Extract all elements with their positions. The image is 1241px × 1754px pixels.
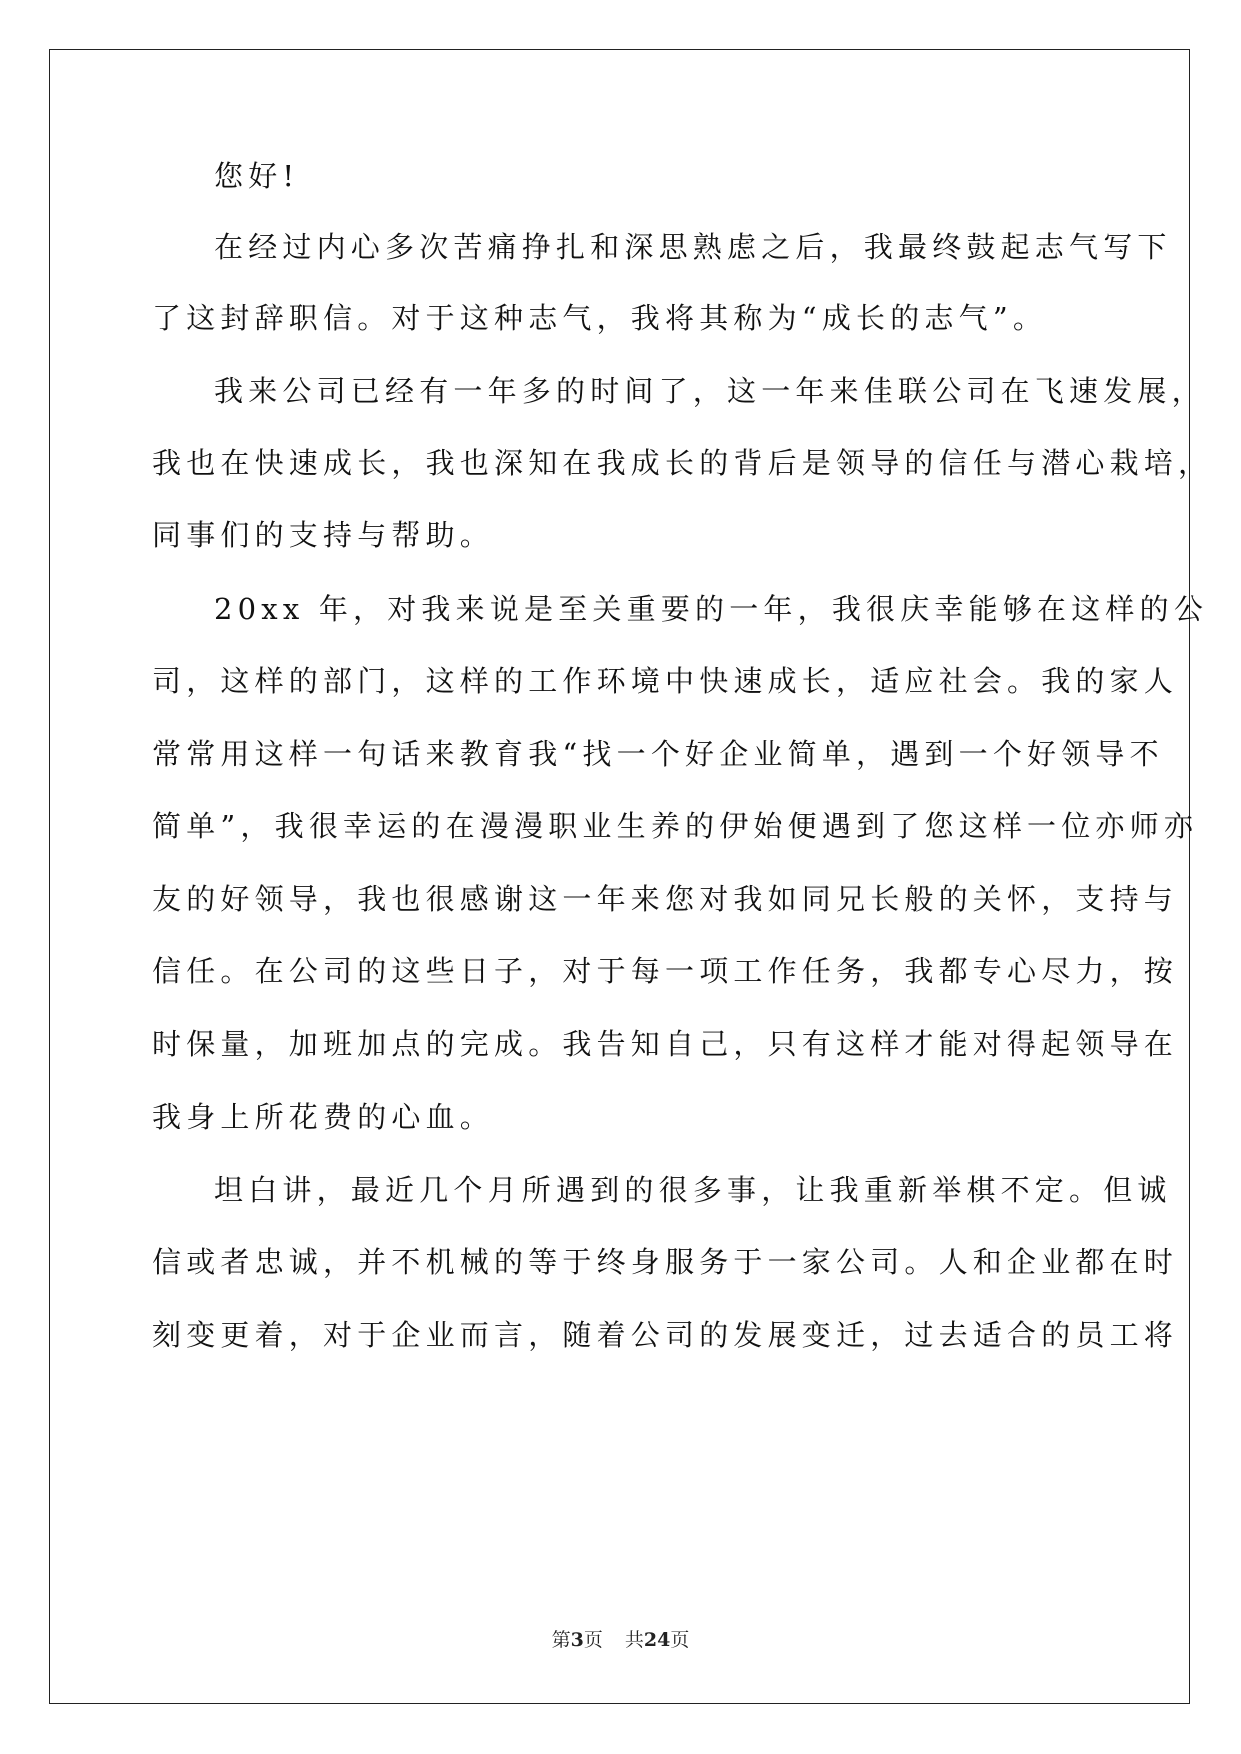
paragraph-3-line-3: 常常用这样一句话来教育我“找一个好企业简单，遇到一个好领导不	[152, 737, 1164, 771]
paragraph-3-line-1: 20xx 年，对我来说是至关重要的一年，我很庆幸能够在这样的公	[214, 592, 1209, 626]
paragraph-3-line-4: 简单”，我很幸运的在漫漫职业生养的伊始便遇到了您这样一位亦师亦	[152, 809, 1199, 843]
paragraph-3-line-8: 我身上所花费的心血。	[152, 1100, 495, 1134]
footer-total-suffix: 页	[670, 1629, 690, 1651]
total-page-count: 24	[643, 1629, 671, 1651]
paragraph-4-line-3: 刻变更着，对于企业而言，随着公司的发展变迁，过去适合的员工将	[152, 1318, 1179, 1352]
paragraph-3-line-6: 信任。在公司的这些日子，对于每一项工作任务，我都专心尽力，按	[152, 954, 1179, 988]
paragraph-3-line-5: 友的好领导，我也很感谢这一年来您对我如同兄长般的关怀，支持与	[152, 882, 1179, 916]
footer-page-suffix: 页	[583, 1629, 603, 1651]
current-page-number: 3	[570, 1629, 584, 1651]
paragraph-3-line-2: 司，这样的部门，这样的工作环境中快速成长，适应社会。我的家人	[152, 664, 1179, 698]
paragraph-2-line-2: 我也在快速成长，我也深知在我成长的背后是领导的信任与潜心栽培，	[152, 446, 1213, 480]
footer-prefix: 第	[551, 1629, 571, 1651]
paragraph-2-line-1: 我来公司已经有一年多的时间了，这一年来佳联公司在飞速发展，	[214, 374, 1206, 408]
paragraph-2-line-3: 同事们的支持与帮助。	[152, 518, 495, 552]
paragraph-3-line-7: 时保量，加班加点的完成。我告知自己，只有这样才能对得起领导在	[152, 1027, 1179, 1061]
paragraph-4-line-1: 坦白讲，最近几个月所遇到的很多事，让我重新举棋不定。但诚	[214, 1173, 1172, 1207]
paragraph-1-line-2: 了这封辞职信。对于这种志气，我将其称为“成长的志气”。	[152, 301, 1048, 335]
paragraph-1-line-1: 在经过内心多次苦痛挣扎和深思熟虑之后，我最终鼓起志气写下	[214, 230, 1172, 264]
footer-total-prefix: 共	[624, 1629, 644, 1651]
page-footer	[0, 1628, 1241, 1652]
salutation: 您好!	[214, 159, 300, 193]
paragraph-4-line-2: 信或者忠诚，并不机械的等于终身服务于一家公司。人和企业都在时	[152, 1245, 1179, 1279]
